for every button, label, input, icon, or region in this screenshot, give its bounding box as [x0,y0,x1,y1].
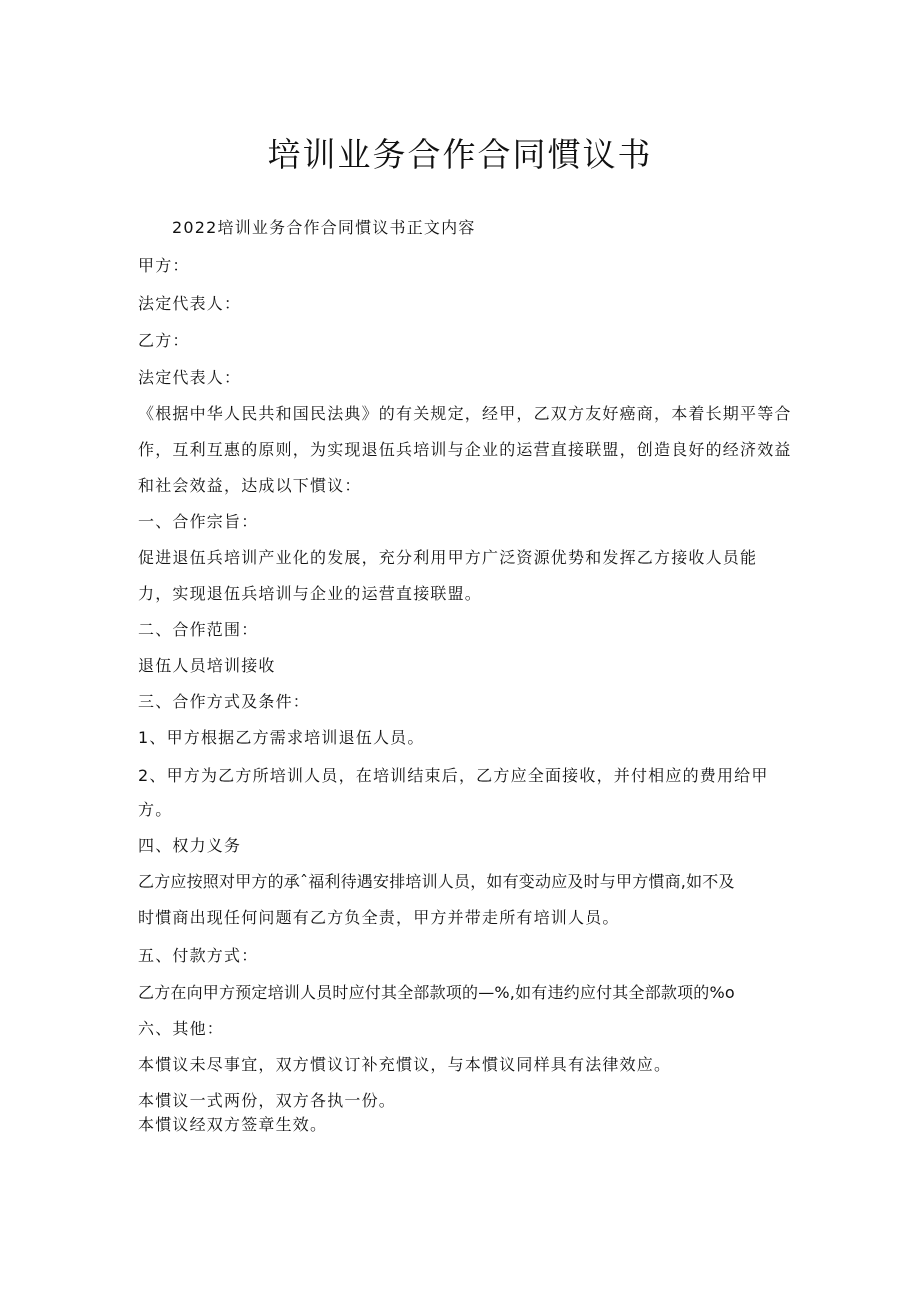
clause-item-continued: 方。 [138,800,173,819]
party-a-label: 甲方： [138,256,190,275]
section-text-line: 时慣商出现任何问题有乙方负全责，甲方并带走所有培训人员。 [138,908,620,927]
preamble-line: 作，互利互惠的原则，为实现退伍兵培训与企业的运营直接联盟，创造良好的经济效益 [138,440,792,459]
document-subtitle: 2022培训业务合作合同慣议书正文内容 [172,218,476,237]
preamble-line: 《根据中华人民共和国民法典》的有关规定，经甲，乙双方友好癌商，本着长期平等合 [138,404,792,423]
section-heading: 六、其他： [138,1019,225,1038]
section-text-line: 本慣议未尽事宜，双方慣议订补充慣议，与本慣议同样具有法律效应。 [138,1055,672,1074]
section-text-line: 乙方在向甲方预定培训人员时应付其全部款项的—%,如有违约应付其全部款项的%o [138,983,735,1002]
section-heading: 三、合作方式及条件： [138,692,311,711]
section-text-line: 退伍人员培训接收 [138,656,276,675]
document-title: 培训业务合作合同慣议书 [267,135,653,174]
section-heading: 一、合作宗旨： [138,512,259,531]
section-heading: 五、付款方式： [138,946,259,965]
section-text-line: 本慣议一式两份，双方各执一份。 [138,1091,397,1110]
section-text-line: 促进退伍兵培训产业化的发展，充分利用甲方广泛资源优势和发挥乙方接收人员能 [138,548,758,567]
party-b-label: 乙方： [138,331,190,350]
section-text-line: 乙方应按照对甲方的承ˆ福利待遇安排培训人员，如有变动应及时与甲方慣商,如不及 [138,872,735,891]
clause-item: 2、甲方为乙方所培训人员，在培训结束后，乙方应全面接收，并付相应的费用给甲 [138,766,769,785]
preamble-line: 和社会效益，达成以下慣议： [138,476,362,495]
section-heading: 四、权力义务 [138,836,242,855]
party-a-representative-label: 法定代表人： [138,294,242,313]
party-b-representative-label: 法定代表人： [138,368,242,387]
clause-item: 1、甲方根据乙方需求培训退伍人员。 [138,728,425,747]
section-text-line: 力，实现退伍兵培训与企业的运营直接联盟。 [138,584,483,603]
section-heading: 二、合作范围： [138,620,259,639]
section-text-line: 本慣议经双方签章生效。 [138,1115,328,1134]
